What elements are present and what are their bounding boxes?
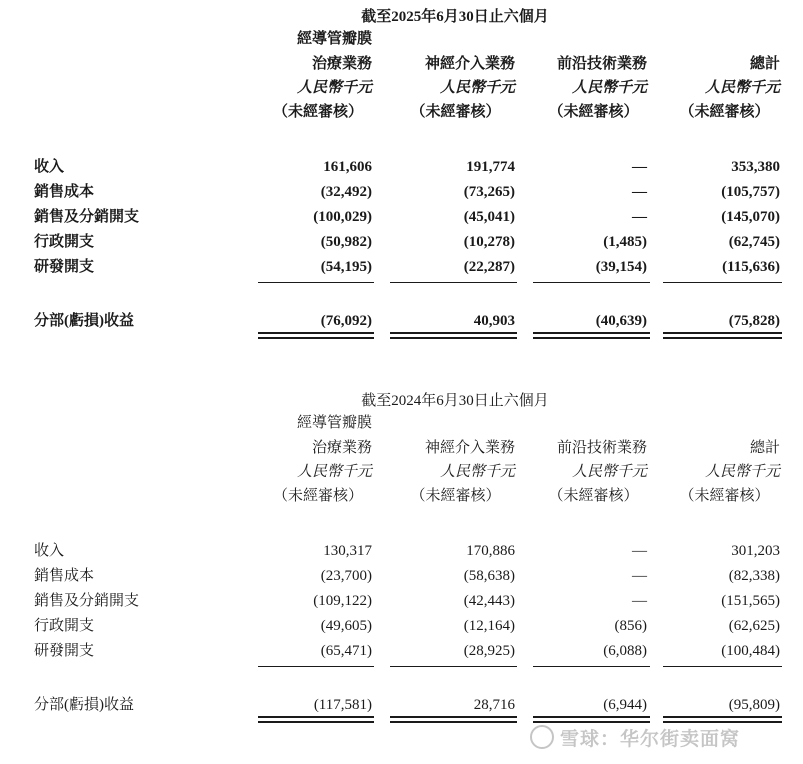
total-value: 40,903 — [473, 313, 515, 329]
column-audit-status: （未經審核） — [548, 104, 639, 120]
row-value: (6,088) — [603, 643, 647, 659]
total-label: 分部(虧損)收益 — [34, 313, 134, 329]
column-audit-status: （未經審核） — [272, 488, 364, 504]
total-value: (76,092) — [320, 313, 372, 329]
total-double-rule-top — [533, 716, 650, 718]
snowball-logo-icon — [530, 725, 554, 749]
total-value: (40,639) — [595, 313, 647, 329]
total-double-rule-bottom — [390, 721, 517, 723]
column-header-line2: 神經介入業務 — [424, 440, 515, 456]
total-value: (6,944) — [603, 697, 647, 713]
column-audit-status: （未經審核） — [548, 488, 639, 504]
total-value: (95,809) — [728, 697, 780, 713]
total-double-rule-top — [258, 716, 374, 718]
column-header-line2: 治療業務 — [311, 56, 372, 72]
row-value: (105,757) — [721, 184, 780, 200]
total-double-rule-top — [663, 716, 782, 718]
column-currency-unit: 人民幣千元 — [571, 464, 647, 480]
row-value: 130,317 — [323, 543, 372, 559]
segment-table-2025 — [0, 0, 803, 380]
column-currency-unit: 人民幣千元 — [439, 80, 515, 96]
subtotal-rule — [533, 282, 650, 283]
row-value: (22,287) — [463, 259, 515, 275]
row-value: (62,625) — [728, 618, 780, 634]
row-value: (82,338) — [728, 568, 780, 584]
row-value: — — [632, 184, 647, 200]
total-value: (75,828) — [728, 313, 780, 329]
row-label: 銷售成本 — [34, 568, 95, 584]
row-label: 收入 — [34, 159, 65, 175]
subtotal-rule — [258, 282, 374, 283]
row-value: (50,982) — [320, 234, 372, 250]
row-label: 研發開支 — [34, 643, 95, 659]
total-double-rule-bottom — [533, 337, 650, 339]
row-value: (42,443) — [463, 593, 515, 609]
column-header-line2: 前沿技術業務 — [556, 56, 647, 72]
row-value: 161,606 — [323, 159, 372, 175]
column-header-line1: 經導管瓣膜 — [296, 415, 372, 431]
row-value: (109,122) — [313, 593, 372, 609]
column-currency-unit: 人民幣千元 — [704, 464, 780, 480]
total-double-rule-top — [258, 332, 374, 334]
row-value: (115,636) — [722, 259, 780, 275]
column-header-line1: 經導管瓣膜 — [296, 31, 372, 47]
subtotal-rule — [390, 282, 517, 283]
row-value: (145,070) — [721, 209, 780, 225]
total-double-rule-top — [390, 332, 517, 334]
row-value: (62,745) — [728, 234, 780, 250]
row-value: (856) — [614, 618, 647, 634]
total-double-rule-bottom — [258, 337, 374, 339]
row-value: — — [632, 593, 647, 609]
column-currency-unit: 人民幣千元 — [704, 80, 780, 96]
total-double-rule-bottom — [663, 721, 782, 723]
row-value: (73,265) — [463, 184, 515, 200]
row-value: (12,164) — [463, 618, 515, 634]
column-header-line2: 神經介入業務 — [424, 56, 515, 72]
row-value: (65,471) — [320, 643, 372, 659]
row-value: (49,605) — [320, 618, 372, 634]
column-audit-status: （未經審核） — [410, 488, 501, 504]
row-label: 收入 — [34, 543, 65, 559]
row-value: (10,278) — [463, 234, 515, 250]
total-double-rule-top — [390, 716, 517, 718]
total-value: (117,581) — [313, 697, 372, 713]
row-value: 191,774 — [466, 159, 515, 175]
subtotal-rule — [663, 282, 782, 283]
column-currency-unit: 人民幣千元 — [296, 464, 372, 480]
period-heading: 截至2024年6月30日止六個月 — [361, 393, 549, 409]
row-value: 170,886 — [466, 543, 515, 559]
row-value: (100,029) — [313, 209, 372, 225]
row-label: 銷售及分銷開支 — [34, 593, 140, 609]
column-currency-unit: 人民幣千元 — [296, 80, 372, 96]
row-value: — — [632, 209, 647, 225]
segment-table-2024 — [0, 384, 803, 764]
row-value: (39,154) — [595, 259, 647, 275]
row-value: — — [632, 568, 647, 584]
column-header-line2: 治療業務 — [311, 440, 372, 456]
row-label: 行政開支 — [34, 234, 95, 250]
row-label: 研發開支 — [34, 259, 95, 275]
subtotal-rule — [258, 666, 374, 667]
column-audit-status: （未經審核） — [272, 104, 364, 120]
row-value: — — [632, 159, 647, 175]
total-value: 28,716 — [473, 697, 515, 713]
column-header-line2: 總計 — [749, 440, 780, 456]
subtotal-rule — [663, 666, 782, 667]
row-label: 銷售成本 — [34, 184, 95, 200]
row-value: 301,203 — [731, 543, 780, 559]
row-value: 353,380 — [731, 159, 780, 175]
total-double-rule-bottom — [258, 721, 374, 723]
row-value: — — [632, 543, 647, 559]
row-value: (100,484) — [721, 643, 780, 659]
row-value: (54,195) — [320, 259, 372, 275]
column-header-line2: 前沿技術業務 — [556, 440, 647, 456]
period-heading: 截至2025年6月30日止六個月 — [361, 9, 549, 25]
watermark — [530, 724, 740, 751]
row-value: (1,485) — [603, 234, 647, 250]
column-audit-status: （未經審核） — [410, 104, 501, 120]
total-double-rule-top — [663, 332, 782, 334]
total-double-rule-bottom — [663, 337, 782, 339]
subtotal-rule — [390, 666, 517, 667]
column-audit-status: （未經審核） — [679, 488, 770, 504]
total-label: 分部(虧損)收益 — [34, 697, 134, 713]
column-audit-status: （未經審核） — [679, 104, 770, 120]
row-label: 銷售及分銷開支 — [34, 209, 140, 225]
total-double-rule-top — [533, 332, 650, 334]
total-double-rule-bottom — [533, 721, 650, 723]
subtotal-rule — [533, 666, 650, 667]
row-value: (45,041) — [463, 209, 515, 225]
column-header-line2: 總計 — [749, 56, 780, 72]
row-value: (32,492) — [320, 184, 372, 200]
watermark-text: 雪球：华尔街卖面窝 — [560, 728, 741, 750]
total-double-rule-bottom — [390, 337, 517, 339]
row-label: 行政開支 — [34, 618, 95, 634]
column-currency-unit: 人民幣千元 — [571, 80, 647, 96]
row-value: (28,925) — [463, 643, 515, 659]
row-value: (151,565) — [721, 593, 780, 609]
column-currency-unit: 人民幣千元 — [439, 464, 515, 480]
row-value: (58,638) — [463, 568, 515, 584]
row-value: (23,700) — [320, 568, 372, 584]
